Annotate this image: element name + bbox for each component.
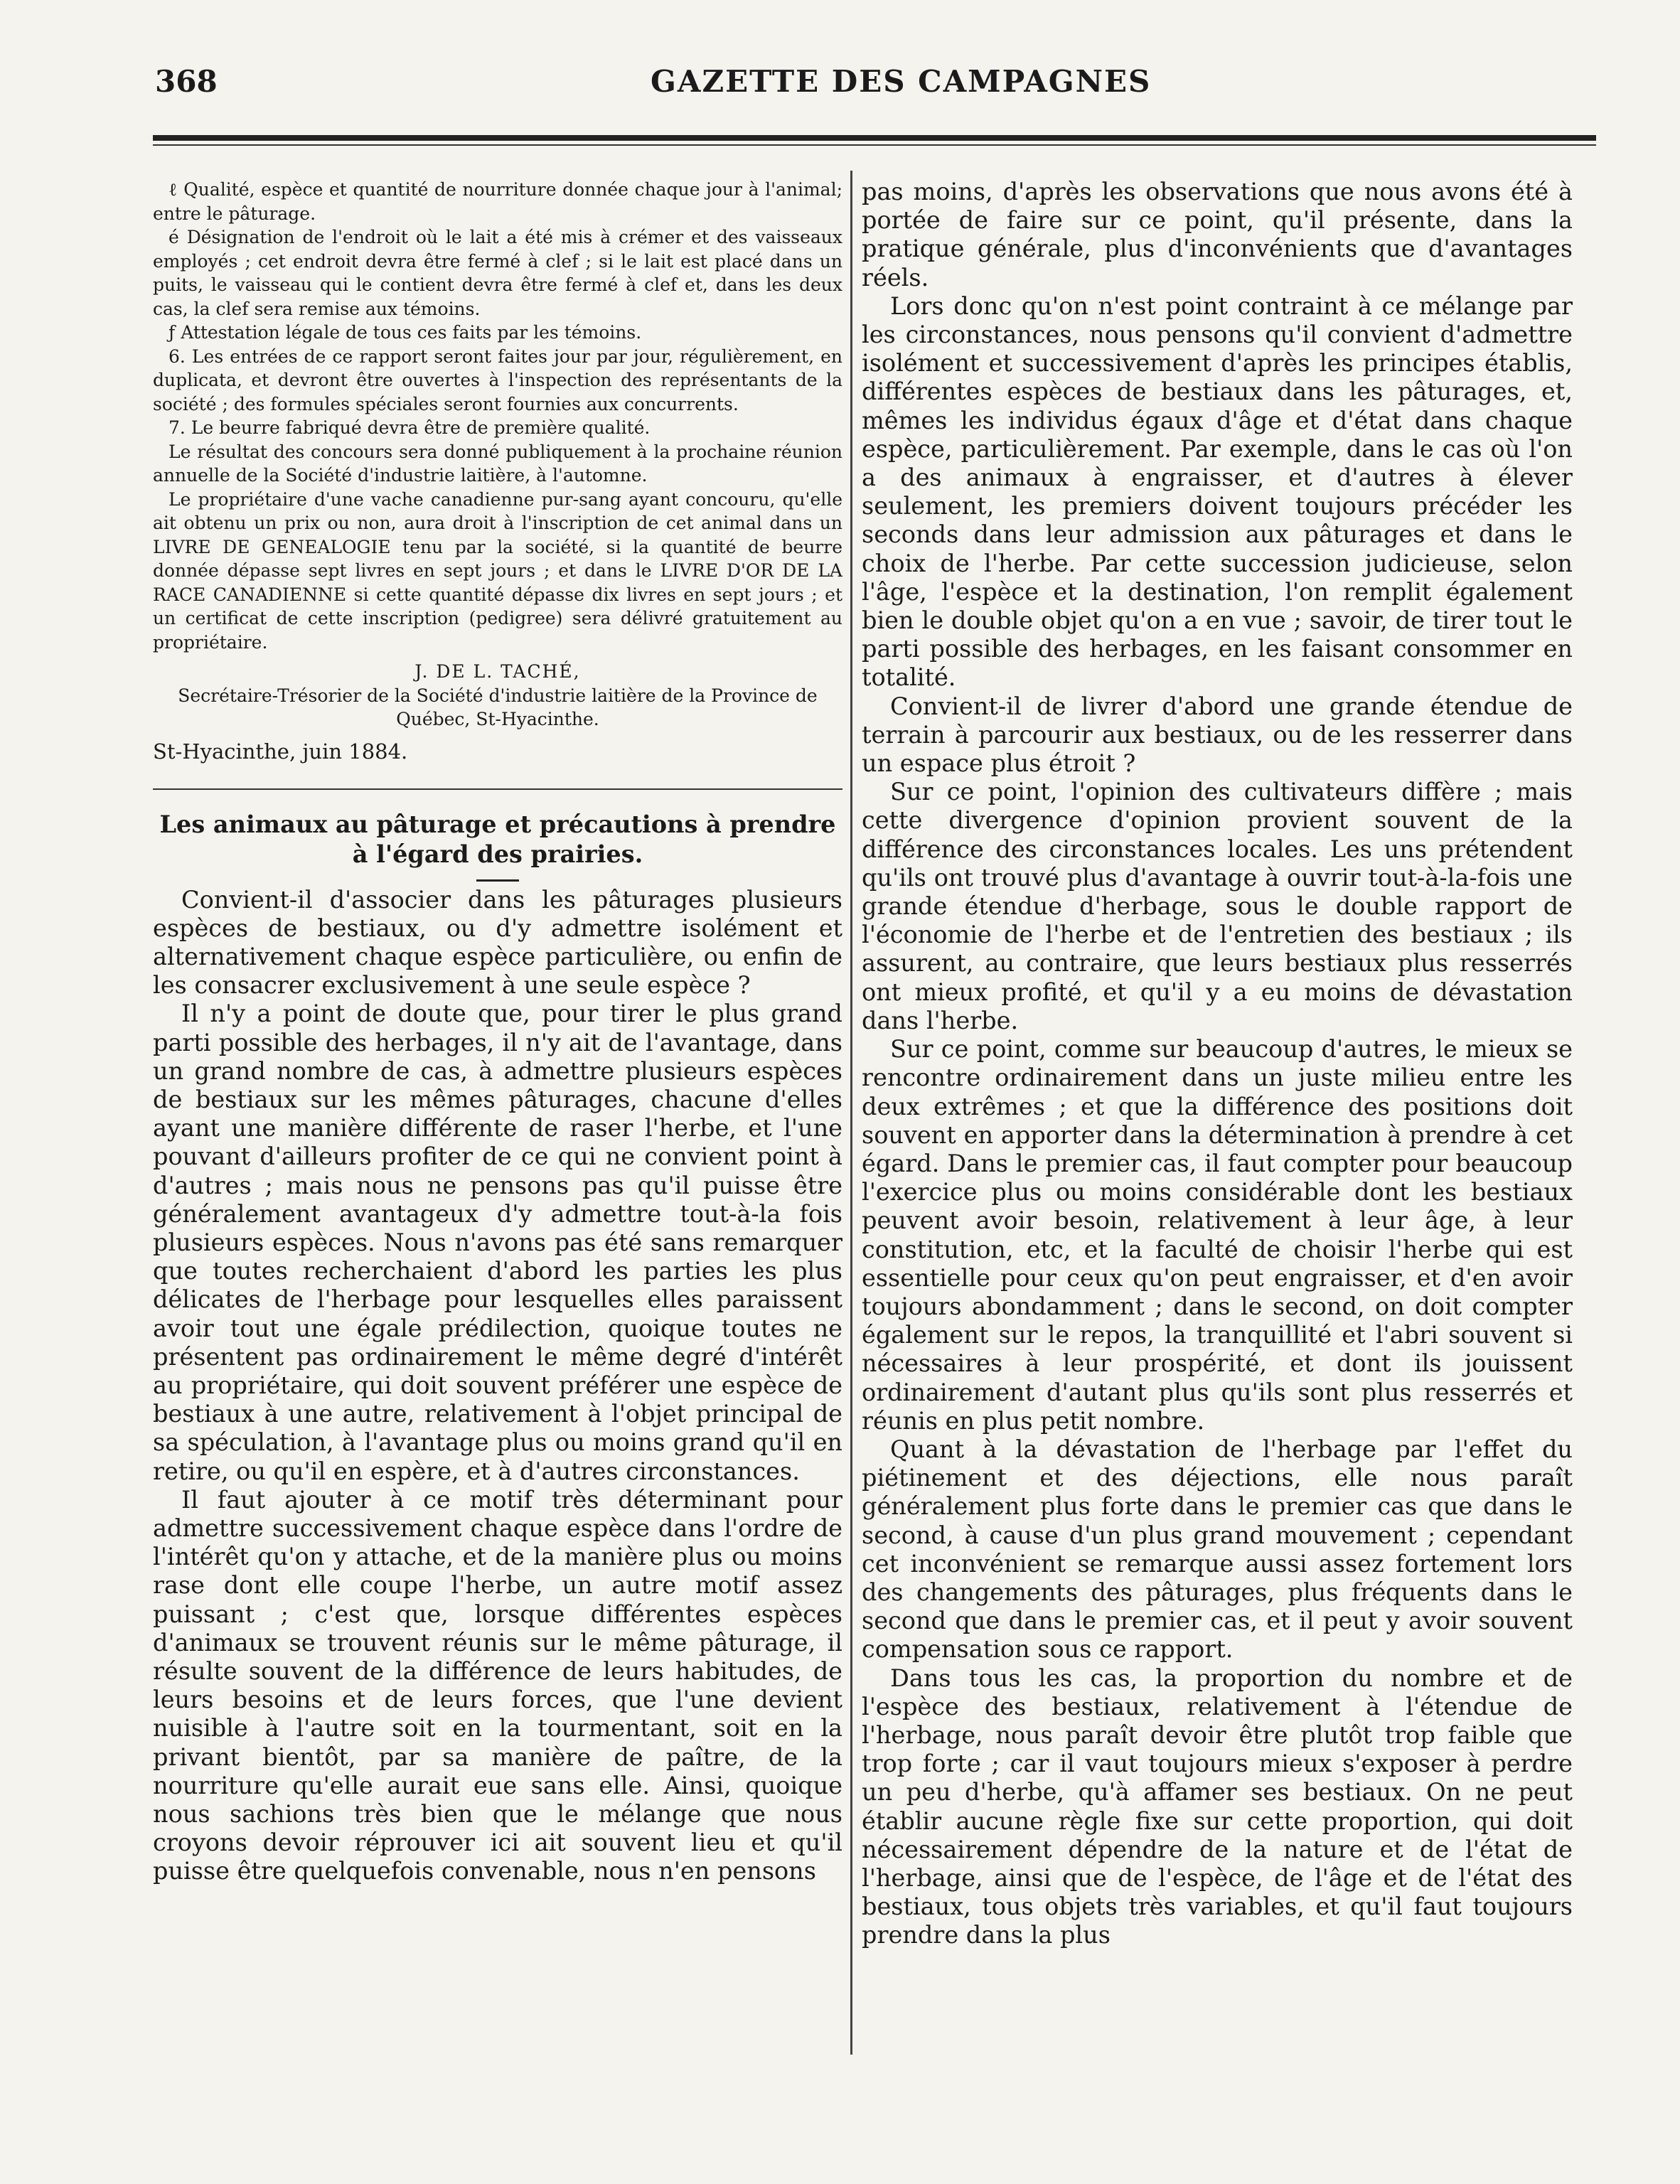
article-paragraph: Sur ce point, comme sur beaucoup d'autres, le mieux se rencontre ordinairement dans un juste milieu entre les deux extrêmes ; et que la différence des positions doit souvent en apporter dans la détermination à prendre à cet égard. Dans le premier cas, il faut compter pour beaucoup l'exercice plus ou moins considérable dont les bestiaux peuvent avoir besoin, relativement à leur âge, à leur constitution, etc, et la faculté de choisir l'herbe qui est essentielle pour ceux qu'on peut engraisser, et d'en avoir toujours abondamment ; dans le second, on doit compter également sur le repos, la tranquillité et l'abri souvent si nécessaires à leur prospérité, et dont ils jouissent ordinairement d'autant plus qu'ils sont plus resserrés et réunis en plus petit nombre. bbox=[862, 1035, 1573, 1435]
rule-item: é Désignation de l'endroit où le lait a été mis à crémer et des vaisseaux employés ; cet endroit devra être fermé à clef ; si le lait est placé dans un puits, le vaisseau qui le contient devra être fermé à clef et, dans les deux cas, la clef sera remise aux témoins. bbox=[153, 227, 842, 319]
rule-item: Le résultat des concours sera donné publiquement à la prochaine réunion annuelle de la Société d'industrie laitière, à l'automne. bbox=[153, 441, 842, 486]
signature-role: Secrétaire-Trésorier de la Société d'industrie laitière de la Province de Québec, St-Hyacinthe. bbox=[178, 685, 818, 729]
page-number: 368 bbox=[155, 64, 218, 99]
column-separator bbox=[850, 171, 852, 2055]
article-paragraph: Convient-il d'associer dans les pâturages plusieurs espèces de bestiaux, ou d'y admettre isolément et alternativement chaque espèce particulière, ou enfin de les consacrer exclusivement à une seule espèce ? bbox=[153, 885, 842, 1000]
article-paragraph: Convient-il de livrer d'abord une grande étendue de terrain à parcourir aux bestiaux, ou de les resserrer dans un espace plus étroit ? bbox=[862, 692, 1573, 778]
dateline: St-Hyacinthe, juin 1884. bbox=[153, 739, 408, 764]
article-paragraph: Il n'y a point de doute que, pour tirer le plus grand parti possible des herbages, il n'y ait de l'avantage, dans un grand nombre de cas, à admettre plusieurs espèces de bestiaux sur les mêmes pâturages, chacune d'elles ayant une manière différente de raser l'herbe, et l'une pouvant d'ailleurs profiter de ce qui ne convient point à d'autres ; mais nous ne pensons pas qu'il puisse être généralement avantageux d'y admettre tout-à-la fois plusieurs espèces. Nous n'avons pas été sans remarquer que toutes recherchaient d'abord les parties les plus délicates de l'herbage pour lesquelles elles paraissent avoir tout une égale prédilection, quoique toutes ne présentent pas ordinairement le même degré d'intérêt au propriétaire, qui doit souvent préférer une espèce de bestiaux à une autre, relativement à l'objet principal de sa spéculation, à l'avantage plus ou moins grand qu'il en retire, ou qu'il en espère, et à d'autres circonstances. bbox=[153, 1000, 842, 1485]
article-paragraph: Lors donc qu'on n'est point contraint à ce mélange par les circonstances, nous pensons qu'il convient d'admettre isolément et successivement d'après les principes établis, différentes espèces de bestiaux dans les pâturages, et, mêmes les individus égaux d'âge et d'état dans chaque espèce, particulièrement. Par exemple, dans le cas où l'on a des animaux à engraisser, et d'autres à élever seulement, les premiers doivent toujours précéder les seconds dans leur admission aux pâturages et dans le choix de l'herbe. Par cette succession judicieuse, selon l'âge, l'espèce et la destination, l'on remplit également bien le double objet qu'on a en vue ; savoir, de tirer tout le parti possible des herbages, en les faisant consommer en totalité. bbox=[862, 291, 1573, 692]
right-column bbox=[862, 178, 1573, 1950]
rule-item: 6. Les entrées de ce rapport seront faites jour par jour, régulièrement, en duplicata, et devront être ouvertes à l'inspection des représentants de la société ; des formules spéciales seront fournies aux concurrents. bbox=[153, 346, 842, 414]
rule-item: ℓ Qualité, espèce et quantité de nourriture donnée chaque jour à l'animal; entre le pâturage. bbox=[153, 179, 842, 224]
section-divider bbox=[153, 788, 842, 790]
header-rule-thin bbox=[153, 144, 1596, 146]
article-paragraph: Quant à la dévastation de l'herbage par l'effet du piétinement et des déjections, elle nous paraît généralement plus forte dans le premier cas que dans le second, à cause d'un plus grand mouvement ; cependant cet inconvénient se remarque aussi assez fortement lors des changements des pâturages, plus fréquents dans le second que dans le premier cas, et il peut y avoir souvent compensation sous ce rapport. bbox=[862, 1435, 1573, 1664]
signature: J. DE L. TACHÉ, bbox=[414, 661, 581, 682]
header-rule bbox=[153, 135, 1596, 141]
article-paragraph: Il faut ajouter à ce motif très déterminant pour admettre successivement chaque espèce dans l'ordre de l'intérêt qu'on y attache, et de la manière plus ou moins rase dont elle coupe l'herbe, un autre motif assez puissant ; c'est que, lorsque différentes espèces d'animaux se trouvent réunis sur le même pâturage, il résulte souvent de la différence de leurs habitudes, de leurs besoins et de leurs forces, que l'une devient nuisible à l'autre soit en la tourmentant, soit en la privant bientôt, par sa manière de paître, de la nourriture qu'elle aurait eue sans elle. Ainsi, quoique nous sachions très bien que le mélange que nous croyons devoir réprouver ici ait souvent lieu et qu'il puisse être quelquefois convenable, nous n'en pensons bbox=[153, 1485, 842, 1885]
left-column bbox=[153, 178, 842, 1886]
rule-item: 7. Le beurre fabriqué devra être de première qualité. bbox=[168, 417, 651, 438]
article-paragraph: Dans tous les cas, la proportion du nombre et de l'espèce des bestiaux, relativement à l'étendue de l'herbage, nous paraît devoir être plutôt trop faible que trop forte ; car il vaut toujours mieux s'exposer à perdre un peu d'herbe, qu'à affamer ses bestiaux. On ne peut établir aucune règle fixe sur cette proportion, qui doit nécessairement dépendre de la nature et de l'état de l'herbage, ainsi que de l'espèce, de l'âge et de l'état des bestiaux, tous objets très variables, et qu'il faut toujours prendre dans la plus bbox=[862, 1664, 1573, 1949]
running-title: GAZETTE DES CAMPAGNES bbox=[651, 64, 1152, 99]
rule-item: ƒ Attestation légale de tous ces faits par les témoins. bbox=[168, 322, 642, 343]
rule-item: Le propriétaire d'une vache canadienne pur-sang ayant concouru, qu'elle ait obtenu un prix ou non, aura droit à l'inscription de cet animal dans un LIVRE DE GENEALOGIE tenu par la société, si la quantité de beurre donnée dépasse sept livres en sept jours ; et dans le LIVRE D'OR DE LA RACE CANADIENNE si cette quantité dépasse dix livres en sept jours ; et un certificat de cette inscription (pedigree) sera délivré gratuitement au propriétaire. bbox=[153, 488, 842, 653]
article-headline: Les animaux au pâturage et précautions à prendre à l'égard des prairies. bbox=[159, 810, 836, 868]
headline-dash bbox=[476, 879, 519, 882]
article-paragraph: Sur ce point, l'opinion des cultivateurs diffère ; mais cette divergence d'opinion provient souvent de la différence des circonstances locales. Les uns prétendent qu'ils ont trouvé plus d'avantage à ouvrir tout-à-la-fois une grande étendue d'herbage, sous le double rapport de l'économie de l'herbe et de l'entretien des bestiaux ; ils assurent, au contraire, que leurs bestiaux plus resserrés ont mieux profité, et qu'il y a eu moins de dévastation dans l'herbe. bbox=[862, 778, 1573, 1034]
article-paragraph: pas moins, d'après les observations que nous avons été à portée de faire sur ce point, qu'il présente, dans la pratique générale, plus d'inconvénients que d'avantages réels. bbox=[862, 178, 1573, 291]
